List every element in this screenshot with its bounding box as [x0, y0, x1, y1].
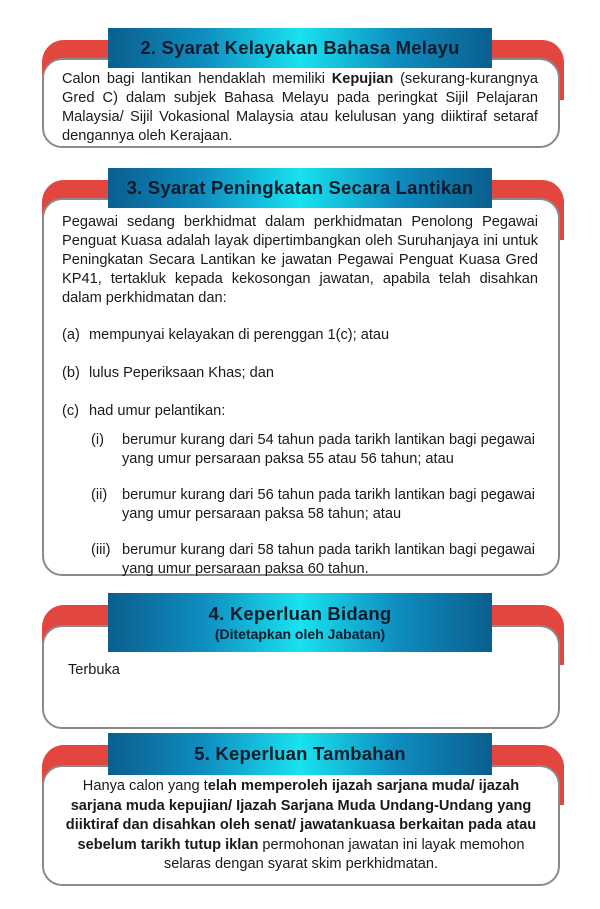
section-header — [108, 733, 492, 775]
section-card — [42, 198, 560, 576]
section-body: Hanya calon yang telah memperoleh ijazah sarjana muda/ ijazah sarjana muda kepujian/ Ijazah Sarjana Muda Undang-Undang yang diiktiraf dan disahkan oleh senat/ jawatankuasa berkaitan pada atau sebelum tarikh tutup iklan permohonan jawatan ini layak memohon selaras dengan syarat skim perkhidmatan. — [65, 778, 537, 872]
bold-text: Kepujian — [331, 71, 394, 87]
section-subtitle: (Ditetapkan oleh Jabatan) — [214, 626, 386, 642]
section-header — [108, 28, 492, 68]
sub-item: (i) berumur kurang dari 54 tahun pada tarikh lantikan bagi pegawai yang umur persaraan paksa 55 atau 56 tahun; atau — [91, 432, 535, 467]
section-title: 5. Keperluan Tambahan — [194, 743, 406, 764]
section-card — [42, 765, 560, 886]
list-item: (b) lulus Peperiksaan Khas; dan — [62, 365, 274, 381]
section-header — [108, 168, 492, 208]
section-title: 3. Syarat Peningkatan Secara Lantikan — [126, 177, 474, 198]
sub-item: (iii) berumur kurang dari 58 tahun pada tarikh lantikan bagi pegawai yang umur persaraan paksa 60 tahun. — [91, 542, 535, 577]
list-item: (c) had umur pelantikan: — [62, 403, 226, 419]
age-sublist — [91, 431, 541, 579]
section-header — [108, 593, 492, 652]
bold-text: elah memperoleh ijazah sarjana muda/ ijazah sarjana muda kepujian/ Ijazah Sarjana Muda Undang-Undang yang diiktiraf dan disahkan oleh senat/ jawatankuasa berkaitan pada atau sebelum tarikh tutup iklan — [65, 778, 537, 853]
section-body: Calon bagi lantikan hendaklah memiliki Kepujian (sekurang-kurangnya Gred C) dalam subjek Bahasa Melayu pada peringkat Sijil Pelajaran Malaysia/ Sijil Vokasional Malaysia atau kelulusan yang diiktiraf setaraf dengannya oleh Kerajaan. — [62, 71, 538, 144]
sub-item: (ii) berumur kurang dari 56 tahun pada tarikh lantikan bagi pegawai yang umur persaraan paksa 58 tahun; atau — [91, 487, 535, 522]
section-intro: Pegawai sedang berkhidmat dalam perkhidmatan Penolong Pegawai Penguat Kuasa adalah layak dipertimbangkan oleh Suruhanjaya ini untuk Peningkatan Secara Lantikan ke jawatan Pegawai Penguat Kuasa Gred KP41, tertakluk kepada kekosongan jawatan, apabila telah disahkan dalam perkhidmatan dan: — [62, 214, 538, 306]
condition-list — [62, 326, 538, 421]
list-item: (a) mempunyai kelayakan di perenggan 1(c); atau — [62, 327, 390, 343]
section-card — [42, 58, 560, 148]
section-title: 4. Keperluan Bidang — [208, 603, 392, 624]
section-title: 2. Syarat Kelayakan Bahasa Melayu — [140, 37, 460, 58]
section-body: Terbuka — [68, 662, 120, 678]
